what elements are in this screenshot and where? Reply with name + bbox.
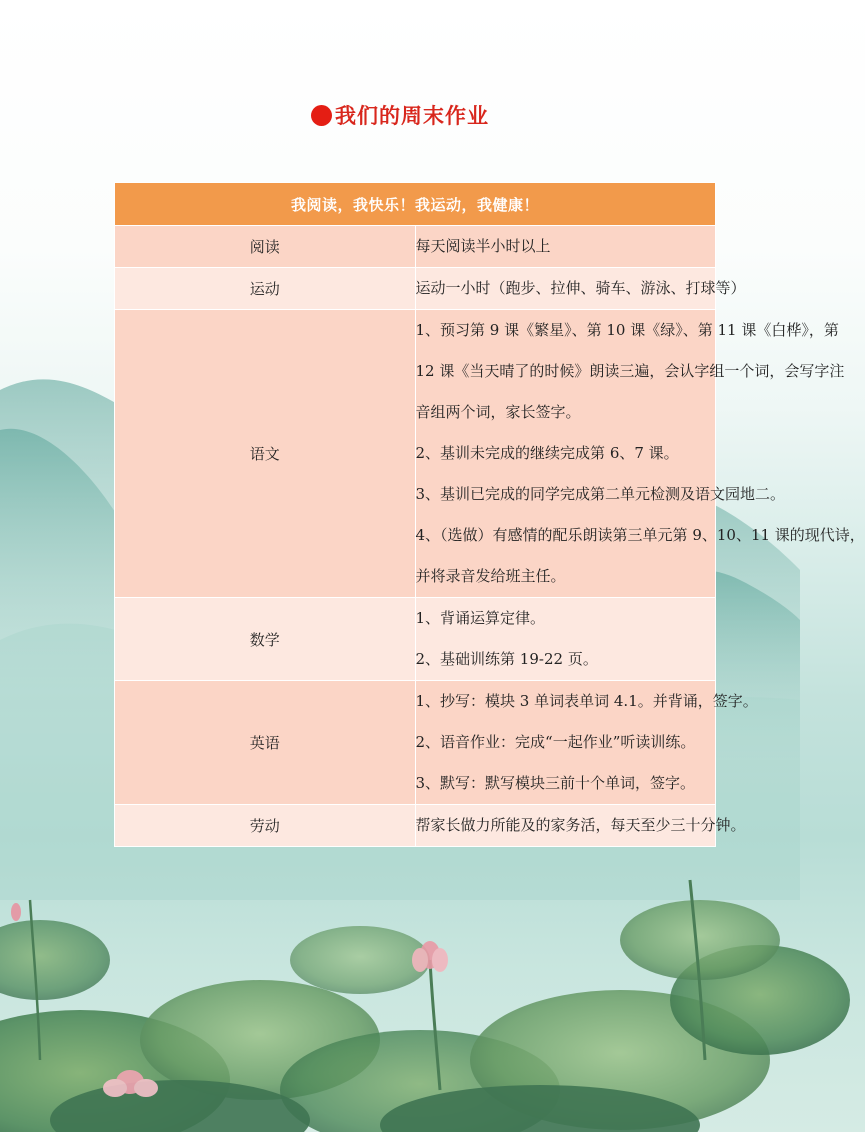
- content-line: 1、背诵运算定律。: [415, 609, 546, 627]
- row-label: 劳动: [115, 805, 416, 847]
- table-row-labor: [115, 805, 716, 847]
- table-row-english: [115, 681, 716, 805]
- row-label: 英语: [115, 681, 416, 805]
- content-line: 每天阅读半小时以上: [415, 237, 551, 255]
- table-row-reading: [115, 226, 716, 268]
- content-line: 4、（选做）有感情的配乐朗读第三单元第 9、10、11 课的现代诗，: [415, 526, 865, 544]
- table-header: 我阅读，我快乐！我运动，我健康！: [115, 183, 716, 226]
- content-line: 3、默写：默写模块三前十个单词，签字。: [415, 774, 696, 792]
- row-label: 运动: [115, 268, 416, 310]
- row-content: [415, 310, 865, 598]
- row-content: [415, 268, 746, 310]
- content-line: 2、语音作业：完成“一起作业”听读训练。: [415, 733, 696, 751]
- content-line: 2、基础训练第 19-22 页。: [415, 650, 598, 668]
- content-line: 帮家长做力所能及的家务活，每天至少三十分钟。: [415, 816, 746, 834]
- red-dot-icon: [311, 105, 332, 126]
- row-content: [415, 681, 758, 805]
- page-title-text: 我们的周末作业: [335, 103, 489, 128]
- row-content: [415, 805, 746, 847]
- table-row-math: [115, 598, 716, 681]
- content-line: 3、基训已完成的同学完成第二单元检测及语文园地二。: [415, 485, 786, 503]
- row-content: [415, 226, 716, 268]
- table-row-chinese: [115, 310, 716, 598]
- table-header-row: [115, 183, 716, 226]
- content-line: 12 课《当天晴了的时候》朗读三遍，会认字组一个词，会写字注: [415, 362, 845, 380]
- homework-table: [114, 182, 865, 847]
- content-line: 音组两个词，家长签字。: [415, 403, 581, 421]
- content-line: 1、预习第 9 课《繁星》、第 10 课《绿》、第 11 课《白桦》，第: [415, 321, 839, 339]
- row-label: 语文: [115, 310, 416, 598]
- page-title: [0, 100, 800, 130]
- content-line: 1、抄写：模块 3 单词表单词 4.1。并背诵，签字。: [415, 692, 758, 710]
- row-label: 阅读: [115, 226, 416, 268]
- row-label: 数学: [115, 598, 416, 681]
- table-row-exercise: [115, 268, 716, 310]
- content-line: 运动一小时（跑步、拉伸、骑车、游泳、打球等）: [415, 279, 746, 297]
- content-line: 并将录音发给班主任。: [415, 567, 566, 585]
- content-line: 2、基训未完成的继续完成第 6、7 课。: [415, 444, 679, 462]
- row-content: [415, 598, 716, 681]
